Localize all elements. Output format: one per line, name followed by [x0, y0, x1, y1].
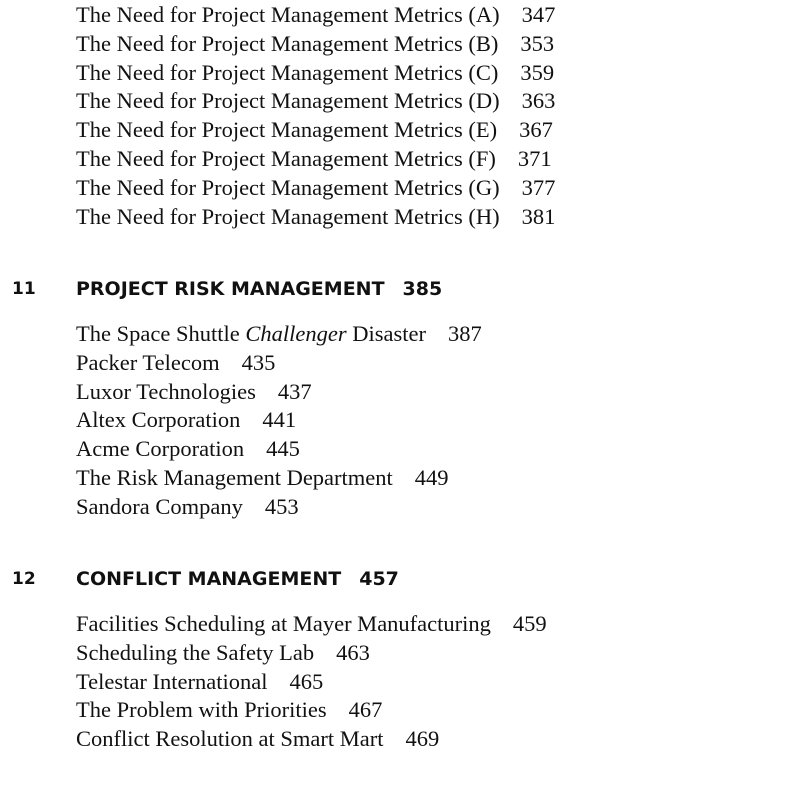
- chapter-title: CONFLICT MANAGEMENT: [76, 568, 342, 590]
- entry-title: The Need for Project Management Metrics (D): [76, 88, 500, 114]
- entry-title: The Risk Management Department: [76, 464, 393, 490]
- chapter-title: PROJECT RISK MANAGEMENT: [76, 278, 385, 300]
- italic-title-part: Challenger: [245, 321, 347, 346]
- entry-page: 377: [521, 174, 556, 200]
- entry-title: The Need for Project Management Metrics (E): [76, 117, 498, 143]
- entry-page: 353: [520, 30, 555, 56]
- toc-entry: [76, 174, 555, 203]
- toc-entry: [76, 725, 547, 754]
- entry-page: 459: [512, 611, 547, 636]
- entry-page: 469: [405, 726, 440, 752]
- toc-entry: [76, 668, 547, 697]
- entry-page: 363: [521, 88, 556, 114]
- entry-title: The Space Shuttle Challenger Disaster: [76, 321, 426, 346]
- toc-entry: [76, 610, 547, 639]
- chapter-heading: [0, 274, 800, 304]
- entry-page: 387: [447, 321, 482, 346]
- entry-page: 465: [289, 668, 324, 694]
- toc-entry: [76, 320, 482, 349]
- chapter-number: 12: [12, 569, 36, 589]
- toc-entry: [76, 87, 555, 116]
- entry-page: 453: [264, 493, 299, 519]
- entry-title: Packer Telecom: [76, 349, 220, 375]
- entry-page: 435: [241, 349, 276, 375]
- entry-page: 371: [517, 145, 552, 171]
- entry-title: Telestar International: [76, 668, 268, 694]
- toc-entry: [76, 1, 555, 30]
- toc-entry: [76, 493, 482, 522]
- toc-entry: [76, 435, 482, 464]
- toc-entry: [76, 349, 482, 378]
- metrics-case-list: [76, 1, 555, 231]
- chapter-number: 11: [12, 279, 36, 299]
- entry-page: 359: [520, 59, 555, 85]
- entry-title: The Need for Project Management Metrics (A): [76, 2, 500, 27]
- entry-title: Facilities Scheduling at Mayer Manufacturing: [76, 611, 491, 636]
- toc-entry: [76, 203, 555, 232]
- chapter-title-line: [76, 274, 442, 304]
- entry-page: 449: [414, 464, 449, 490]
- toc-entry: [76, 116, 555, 145]
- entry-title: The Need for Project Management Metrics (C): [76, 59, 499, 85]
- entry-title: The Problem with Priorities: [76, 697, 327, 723]
- entry-title: Acme Corporation: [76, 436, 245, 462]
- entry-page: 437: [277, 378, 312, 404]
- risk-case-list: [76, 320, 482, 522]
- entry-title: The Need for Project Management Metrics (F): [76, 145, 496, 171]
- toc-entry: [76, 30, 555, 59]
- conflict-case-list: [76, 610, 547, 754]
- entry-title: The Need for Project Management Metrics (G): [76, 174, 500, 200]
- toc-entry: [76, 59, 555, 88]
- entry-title: The Need for Project Management Metrics (B): [76, 30, 499, 56]
- toc-entry: [76, 464, 482, 493]
- entry-page: 467: [348, 697, 383, 723]
- entry-title: Sandora Company: [76, 493, 243, 519]
- entry-title: Conflict Resolution at Smart Mart: [76, 726, 384, 752]
- entry-title: Scheduling the Safety Lab: [76, 639, 315, 665]
- chapter-page: 385: [402, 278, 443, 300]
- entry-title: Luxor Technologies: [76, 378, 256, 404]
- entry-page: 367: [519, 117, 553, 143]
- toc-entry: [76, 378, 482, 407]
- entry-title: Altex Corporation: [76, 407, 241, 433]
- chapter-page: 457: [359, 568, 399, 590]
- toc-entry: [76, 696, 547, 725]
- entry-page: 463: [336, 639, 370, 665]
- toc-entry: [76, 145, 555, 174]
- chapter-heading: [0, 564, 800, 594]
- entry-page: 381: [521, 203, 556, 229]
- entry-page: 441: [262, 407, 297, 433]
- toc-entry: [76, 639, 547, 668]
- entry-page: 347: [521, 2, 556, 27]
- entry-page: 445: [266, 436, 300, 462]
- chapter-title-line: [76, 564, 399, 594]
- entry-title: The Need for Project Management Metrics (H): [76, 203, 500, 229]
- toc-entry: [76, 406, 482, 435]
